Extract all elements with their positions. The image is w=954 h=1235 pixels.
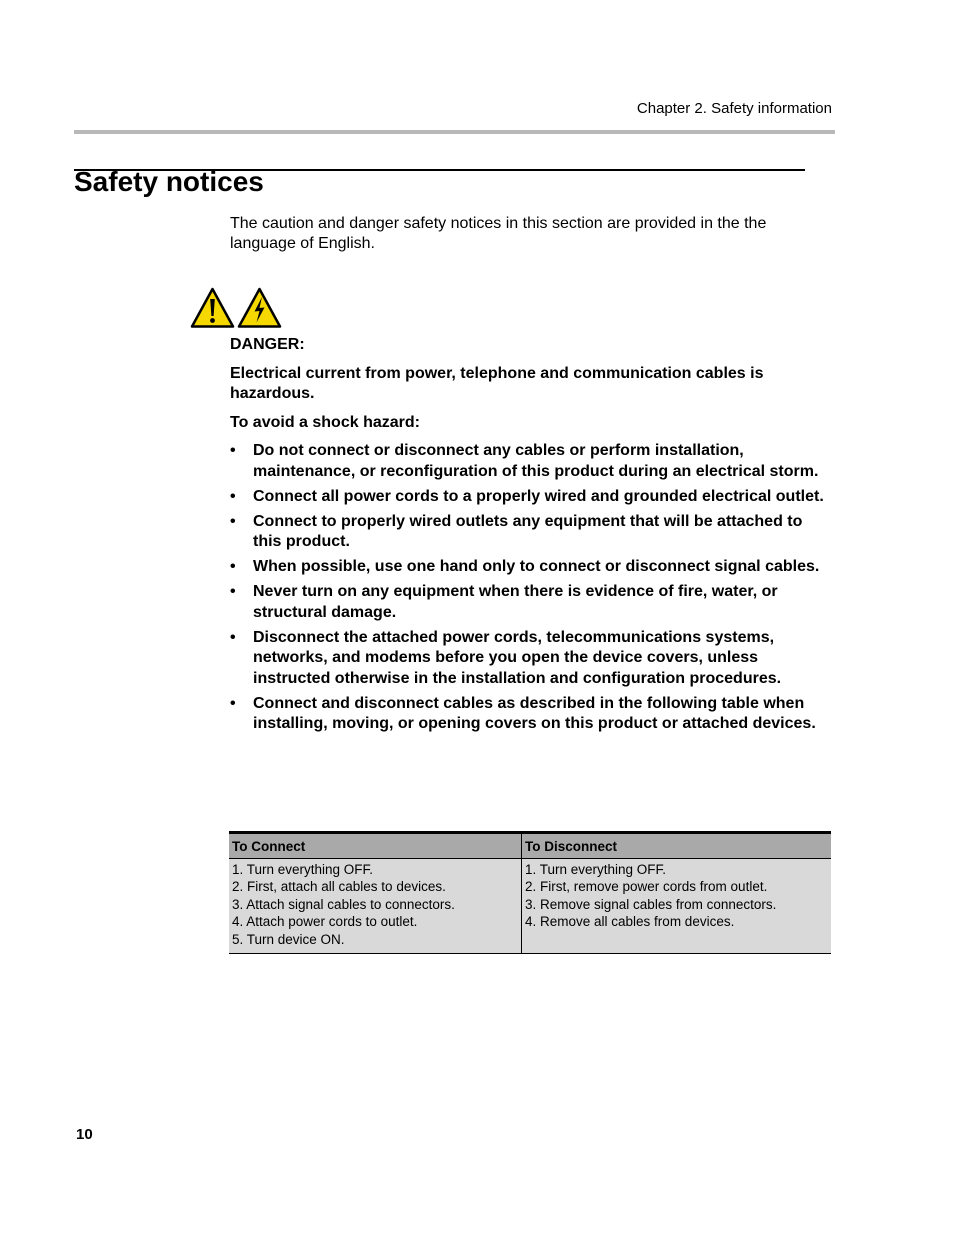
bullet-text: Disconnect the attached power cords, telecommunications systems, networks, and modems before you open the device covers, unless instructed otherwise in the installation and configuration procedures. (253, 628, 782, 687)
intro-paragraph: The caution and danger safety notices in this section are provided in the the language of English. (230, 215, 767, 252)
electrical-hazard-icon (237, 287, 282, 329)
bullet-text: Connect all power cords to a properly wired and grounded electrical outlet. (253, 487, 824, 505)
danger-notice (230, 335, 830, 739)
connect-step: 2. First, attach all cables to devices. (232, 879, 446, 895)
disconnect-step: 2. First, remove power cords from outlet. (525, 879, 768, 895)
avoid-heading: To avoid a shock hazard: (230, 413, 420, 431)
bullet-item (230, 582, 830, 623)
disconnect-step: 1. Turn everything OFF. (525, 862, 667, 877)
connect-step: 4. Attach power cords to outlet. (232, 914, 418, 930)
connect-disconnect-table (229, 831, 831, 954)
page-number: 10 (76, 1126, 93, 1143)
bullet-item (230, 487, 830, 508)
disconnect-header: To Disconnect (522, 833, 832, 859)
table-header-row (229, 833, 831, 859)
safety-bullets (230, 441, 830, 735)
bullet-item (230, 512, 830, 553)
bullet-glyph: • (230, 583, 236, 600)
bullet-text: Do not connect or disconnect any cables or perform installation, maintenance, or reconfiguration of this product during an electrical storm. (253, 442, 819, 480)
bullet-glyph: • (230, 442, 236, 459)
disconnect-steps-cell (522, 859, 832, 954)
disconnect-steps (525, 861, 828, 931)
warning-exclamation-icon (190, 287, 235, 329)
bullet-glyph: • (230, 487, 236, 505)
bullet-item (230, 557, 830, 578)
bullet-text: When possible, use one hand only to connect or disconnect signal cables. (253, 558, 820, 575)
connect-steps-cell (229, 859, 522, 954)
danger-icons (190, 287, 282, 329)
connect-steps (232, 861, 518, 948)
connect-step: 5. Turn device ON. (232, 931, 345, 947)
bullet-glyph: • (230, 512, 236, 530)
bullet-glyph: • (230, 558, 236, 575)
hazard-statement: Electrical current from power, telephone and communication cables is hazardous. (230, 364, 764, 402)
running-header: Chapter 2. Safety information (636, 100, 832, 117)
disconnect-step: 4. Remove all cables from devices. (525, 914, 735, 930)
connect-step: 3. Attach signal cables to connectors. (232, 896, 455, 912)
bullet-text: Connect to properly wired outlets any equipment that will be attached to this product. (253, 512, 803, 550)
disconnect-step: 3. Remove signal cables from connectors. (525, 896, 777, 912)
bullet-text: Never turn on any equipment when there is evidence of fire, water, or structural damage. (253, 583, 778, 621)
bullet-glyph: • (230, 628, 236, 646)
danger-label: DANGER: (230, 336, 305, 353)
header-rule (74, 130, 835, 134)
connect-step: 1. Turn everything OFF. (232, 862, 374, 877)
bullet-glyph: • (230, 694, 236, 712)
page-title: Safety notices (74, 166, 264, 197)
bullet-item (230, 441, 830, 482)
connect-header: To Connect (229, 833, 522, 859)
bullet-item (230, 628, 830, 690)
bullet-item (230, 694, 830, 735)
table-row (229, 859, 831, 954)
bullet-text: Connect and disconnect cables as described in the following table when installing, moving, or opening covers on this product or attached devices. (253, 694, 816, 732)
